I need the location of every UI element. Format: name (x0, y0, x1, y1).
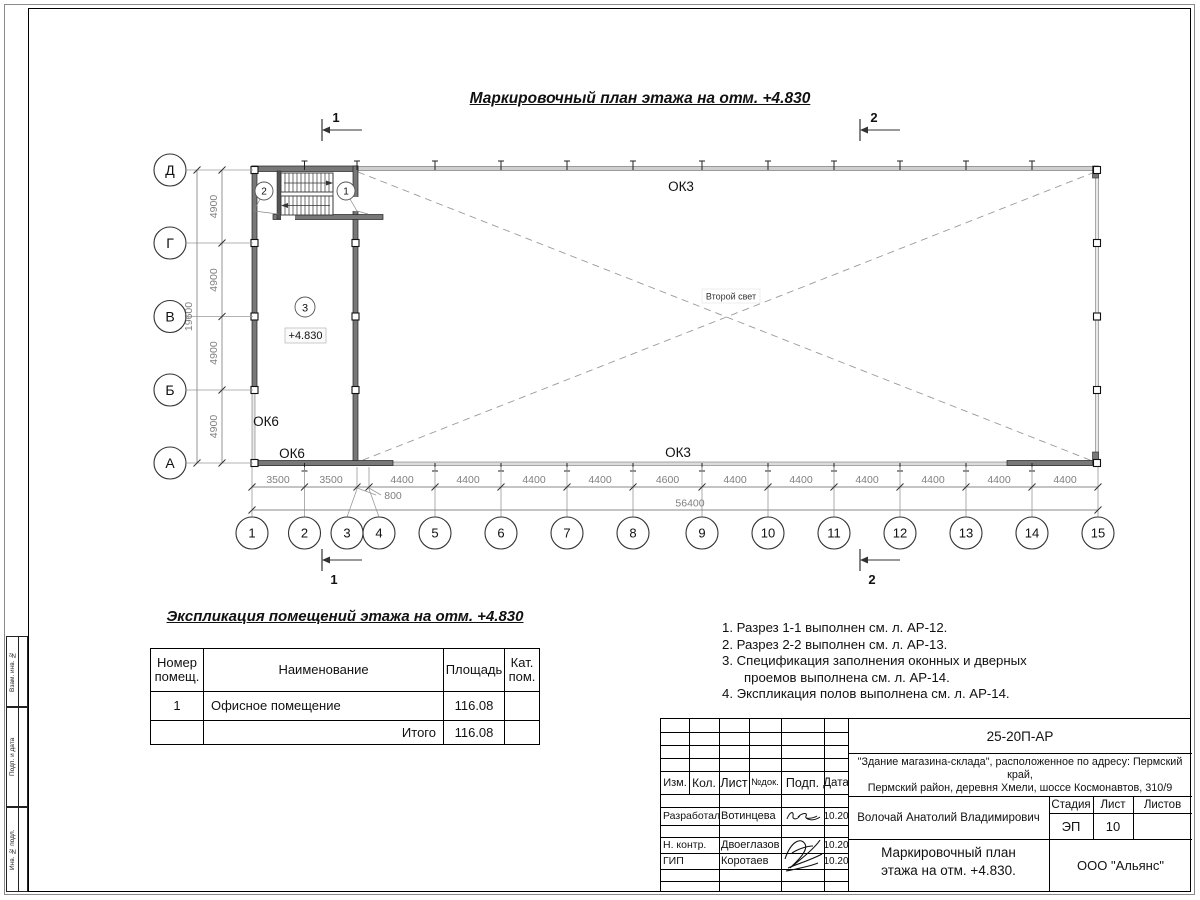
tb-drawing-title-line1: Маркировочный план (881, 845, 1016, 860)
margin-stamp-label: Инв. № подл. (9, 829, 16, 870)
note-line: 2. Разрез 2-2 выполнен см. л. АР-13. (722, 636, 948, 652)
tb-stage-value: ЭП (1061, 818, 1081, 834)
axis-label: Г (166, 235, 174, 251)
dim-label: 4400 (456, 474, 480, 486)
tb-header-podp: Подп. (785, 775, 820, 790)
room-tag (285, 297, 326, 343)
dim-label: 4400 (921, 474, 945, 486)
tb-sheet-label: Лист (1100, 798, 1126, 811)
dim-label: 3500 (266, 474, 290, 486)
dim-label: 800 (384, 490, 402, 502)
axis-label: 2 (300, 525, 309, 541)
tb-role: Разработал (663, 810, 721, 822)
tb-doc-number: 25-20П-АР (986, 728, 1054, 744)
dim-total-label: 19600 (183, 301, 195, 332)
axis-label: 8 (629, 525, 637, 541)
dim-label: 4900 (208, 194, 220, 219)
tb-header-list: Лист (720, 775, 748, 790)
axis-label: Д (165, 162, 175, 178)
note-line: 4. Экспликация полов выполнена см. л. АР-14. (722, 686, 1010, 701)
tb-drawing-title-line2: этажа на отм. +4.830. (881, 863, 1016, 878)
axis-label: 10 (760, 525, 776, 541)
elevation-mark: +4.830 (288, 330, 323, 342)
tb-header-izm: Изм. (663, 776, 687, 789)
axis-label: 13 (958, 525, 974, 541)
axis-label: 14 (1024, 525, 1040, 541)
tb-company: ООО "Альянс" (1077, 858, 1164, 873)
bottom-dimensions (266, 474, 1077, 510)
window-mark-ok3: ОК3 (665, 445, 691, 460)
tb-name: Коротаев (721, 855, 769, 867)
table-total-label: Итого (204, 721, 444, 744)
section-number: 2 (870, 110, 878, 125)
door-tag: 2 (261, 186, 267, 198)
table-header: Наименование (204, 649, 444, 692)
margin-stamp-label: Взам. инв. № (9, 651, 16, 692)
axis-label: 11 (827, 525, 841, 541)
signature (783, 808, 823, 824)
section-mark-numbers (330, 110, 877, 587)
note-line: 1. Разрез 1-1 выполнен см. л. АР-12. (722, 620, 948, 635)
axis-label: В (165, 308, 175, 325)
notes-list (722, 620, 1162, 703)
second-light-label (702, 289, 760, 303)
second-light-text: Второй свет (705, 291, 757, 302)
dim-label: 3500 (319, 474, 343, 486)
table-cell-category (505, 692, 539, 721)
tb-sheet-value: 10 (1105, 818, 1121, 834)
table-cell-room-name: Офисное помещение (204, 692, 444, 721)
dim-label: 4900 (208, 341, 220, 365)
tb-name: Вотинцева (721, 810, 776, 822)
dim-label: 4900 (208, 414, 220, 439)
col-axis-labels (248, 526, 1105, 541)
tb-address-line1: "Здание магазина-склада", расположенное по адресу: Пермский край, (857, 756, 1183, 781)
note-line: проемов выполнена см. л. АР-14. (744, 669, 950, 685)
table-header: Номер помещ. (151, 649, 204, 692)
tb-address-line2: Пермский район, деревня Хмели, шоссе Космонавтов, 310/9 (867, 782, 1173, 794)
tb-stage-label: Стадия (1051, 798, 1091, 811)
explication-table (150, 648, 540, 745)
dim-label: 4400 (390, 474, 414, 486)
table-total-value: 116.08 (444, 721, 505, 744)
column-ticks (302, 161, 1036, 471)
walls (252, 166, 1099, 466)
dim-label: 4400 (855, 474, 879, 486)
note-line: 3. Спецификация заполнения оконных и дверных (722, 653, 1027, 668)
room-number: 3 (301, 302, 309, 315)
axis-label: 4 (375, 525, 383, 541)
window-marks (253, 179, 694, 461)
section-marks (322, 119, 900, 571)
window-mark-ok6: ОК6 (253, 414, 279, 429)
tb-role: Н. контр. (663, 839, 707, 851)
row-axis-labels (165, 162, 175, 471)
tb-approver: Волочай Анатолий Владимирович (857, 811, 1040, 824)
window-mark-ok3: ОК3 (668, 179, 694, 194)
tb-header-ndok: №док. (751, 777, 779, 788)
col-axis-bubbles (236, 517, 1114, 549)
table-cell-empty (505, 721, 539, 744)
table-header: Кат. пом. (505, 649, 539, 692)
tb-header-data: Дата (823, 776, 849, 789)
tb-header-kol: Кол. (692, 775, 716, 790)
tb-name: Двоеглазов (721, 839, 780, 851)
table-cell-room-number: 1 (151, 692, 204, 721)
section-number: 1 (332, 110, 340, 125)
axis-label: 3 (343, 525, 351, 541)
second-light-cross (358, 172, 1095, 462)
door-tag: 1 (343, 186, 349, 198)
tb-date: 10.20 (823, 839, 849, 851)
title-block (660, 718, 1191, 891)
dim-label: 4600 (655, 474, 680, 486)
tb-date: 10.20 (823, 810, 849, 822)
table-cell-empty (151, 721, 204, 744)
margin-stamp-label: Подп. и дата (9, 737, 16, 777)
tb-date: 10.20 (823, 855, 849, 867)
section-number: 2 (868, 572, 876, 587)
dim-label: 4900 (208, 268, 220, 292)
section-number: 1 (330, 572, 338, 587)
dim-label: 4400 (1053, 474, 1077, 486)
signature (780, 831, 825, 873)
dim-label: 4400 (522, 474, 546, 486)
dim-total-label: 56400 (675, 497, 705, 510)
dim-label: 4400 (588, 474, 612, 486)
axis-label: 9 (698, 525, 706, 541)
axis-label: 12 (892, 525, 908, 541)
table-header: Площадь (444, 649, 505, 692)
axis-label: 1 (248, 525, 256, 541)
explication-title: Экспликация помещений этажа на отм. +4.830 (166, 608, 524, 625)
window-mark-ok6: ОК6 (279, 446, 305, 461)
tb-role: ГИП (663, 855, 684, 867)
axis-label: 15 (1090, 525, 1106, 541)
dim-label: 4400 (789, 474, 813, 486)
dim-label: 4400 (723, 474, 747, 486)
page-title: Маркировочный план этажа на отм. +4.830 (469, 90, 811, 107)
axis-label: 5 (431, 525, 439, 541)
table-cell-area: 116.08 (444, 692, 505, 721)
column-markers (251, 167, 1101, 467)
tb-sheets-label: Листов (1143, 798, 1182, 811)
dim-label: 4400 (987, 474, 1011, 486)
dimension-lines (197, 170, 1098, 510)
axis-label: 6 (497, 525, 505, 541)
axis-label: Б (165, 382, 175, 398)
axis-label: 7 (563, 525, 571, 541)
axis-label: А (165, 455, 175, 471)
staircase (281, 173, 333, 215)
